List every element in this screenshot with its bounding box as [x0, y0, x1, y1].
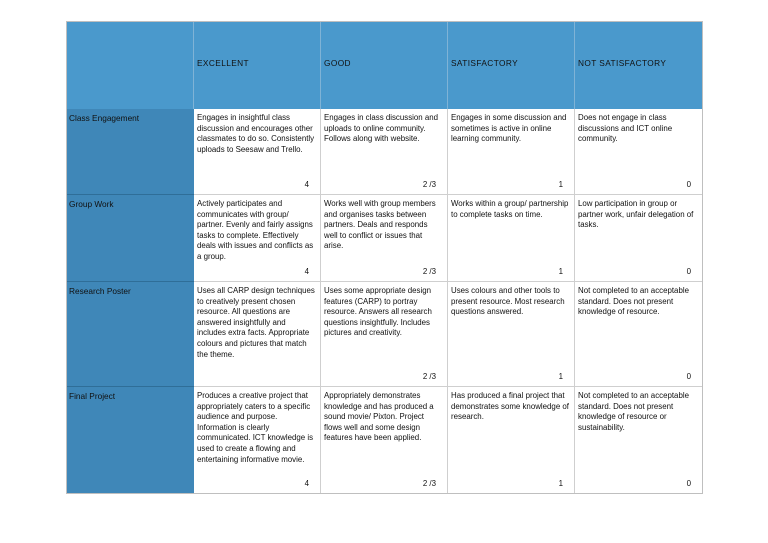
- table-cell: [194, 109, 321, 195]
- table-cell: [321, 195, 448, 282]
- row-label-final-project: Final Project: [66, 387, 194, 494]
- row-label-class-engagement: Class Engagement: [66, 109, 194, 195]
- score-label: 0: [686, 267, 691, 277]
- criteria-text: Low participation in group or partner work, unfair delegation of tasks.: [578, 199, 694, 230]
- score-label: 2 /3: [422, 267, 436, 277]
- table-cell: [194, 387, 321, 494]
- criteria-text: Uses some appropriate design features (CARP) to portray resource. Answers all research questions insightfully. Includes pictures and creativity.: [324, 286, 432, 338]
- row-label-research-poster: Research Poster: [66, 282, 194, 387]
- score-label: 1: [558, 267, 563, 277]
- header-satisfactory: SATISFACTORY: [448, 21, 575, 109]
- table-cell: [194, 195, 321, 282]
- criteria-text: Uses all CARP design techniques to creatively present chosen resource. All questions are answered insightfully and includes extra facts. Appropriate colours and pictures that match the theme.: [197, 286, 315, 359]
- table-cell: [575, 195, 703, 282]
- criteria-text: Appropriately demonstrates knowledge and has produced a sound movie/ Pixton. Project flows well and some design features have been applied.: [324, 391, 434, 443]
- table-cell: [575, 282, 703, 387]
- score-label: 0: [686, 479, 691, 489]
- criteria-text: Engages in insightful class discussion and encourages other classmates to do so. Consistently uploads to Seesaw and Trello.: [197, 113, 315, 154]
- table-cell: [321, 282, 448, 387]
- row-label-group-work: Group Work: [66, 195, 194, 282]
- table-cell: [194, 282, 321, 387]
- score-label: 1: [558, 372, 563, 382]
- score-label: 1: [558, 479, 563, 489]
- criteria-text: Has produced a final project that demonstrates some knowledge of research.: [451, 391, 569, 422]
- score-label: 0: [686, 372, 691, 382]
- header-corner-cell: [66, 21, 194, 109]
- criteria-text: Produces a creative project that appropriately caters to a specific audience and purpose. Information is clearly communicated. ICT knowledge is used to create a flowing and entertaining informative movie.: [197, 391, 314, 464]
- score-label: 2 /3: [422, 372, 436, 382]
- table-cell: [575, 109, 703, 195]
- score-label: 2 /3: [422, 479, 436, 489]
- criteria-text: Not completed to an acceptable standard. Does not present knowledge of resource or sustainability.: [578, 391, 689, 432]
- criteria-text: Engages in class discussion and uploads to online community. Follows along with website.: [324, 113, 439, 144]
- header-excellent: EXCELLENT: [194, 21, 321, 109]
- criteria-text: Does not engage in class discussions and ICT online community.: [578, 113, 673, 144]
- score-label: 0: [686, 180, 691, 190]
- criteria-text: Not completed to an acceptable standard. Does not present knowledge of resource.: [578, 286, 689, 317]
- criteria-text: Actively participates and communicates with group/ partner. Evenly and fairly assigns tasks to complete. Effectively deals with issues and conflicts as a group.: [197, 199, 314, 261]
- table-cell: [321, 387, 448, 494]
- score-label: 4: [304, 479, 309, 489]
- table-cell: [448, 109, 575, 195]
- criteria-text: Engages in some discussion and sometimes is active in online learning community.: [451, 113, 567, 144]
- table-cell: [448, 282, 575, 387]
- criteria-text: Works well with group members and organises tasks between partners. Deals and responds well to conflict or issues that arise.: [324, 199, 436, 251]
- table-cell: [321, 109, 448, 195]
- score-label: 2 /3: [422, 180, 436, 190]
- score-label: 1: [558, 180, 563, 190]
- header-good: GOOD: [321, 21, 448, 109]
- score-label: 4: [304, 180, 309, 190]
- table-cell: [575, 387, 703, 494]
- criteria-text: Works within a group/ partnership to complete tasks on time.: [451, 199, 569, 219]
- score-label: 4: [304, 267, 309, 277]
- header-not-satisfactory: NOT SATISFACTORY: [575, 21, 703, 109]
- criteria-text: Uses colours and other tools to present resource. Most research questions answered.: [451, 286, 565, 317]
- rubric-table: [66, 21, 703, 494]
- table-cell: [448, 195, 575, 282]
- table-cell: [448, 387, 575, 494]
